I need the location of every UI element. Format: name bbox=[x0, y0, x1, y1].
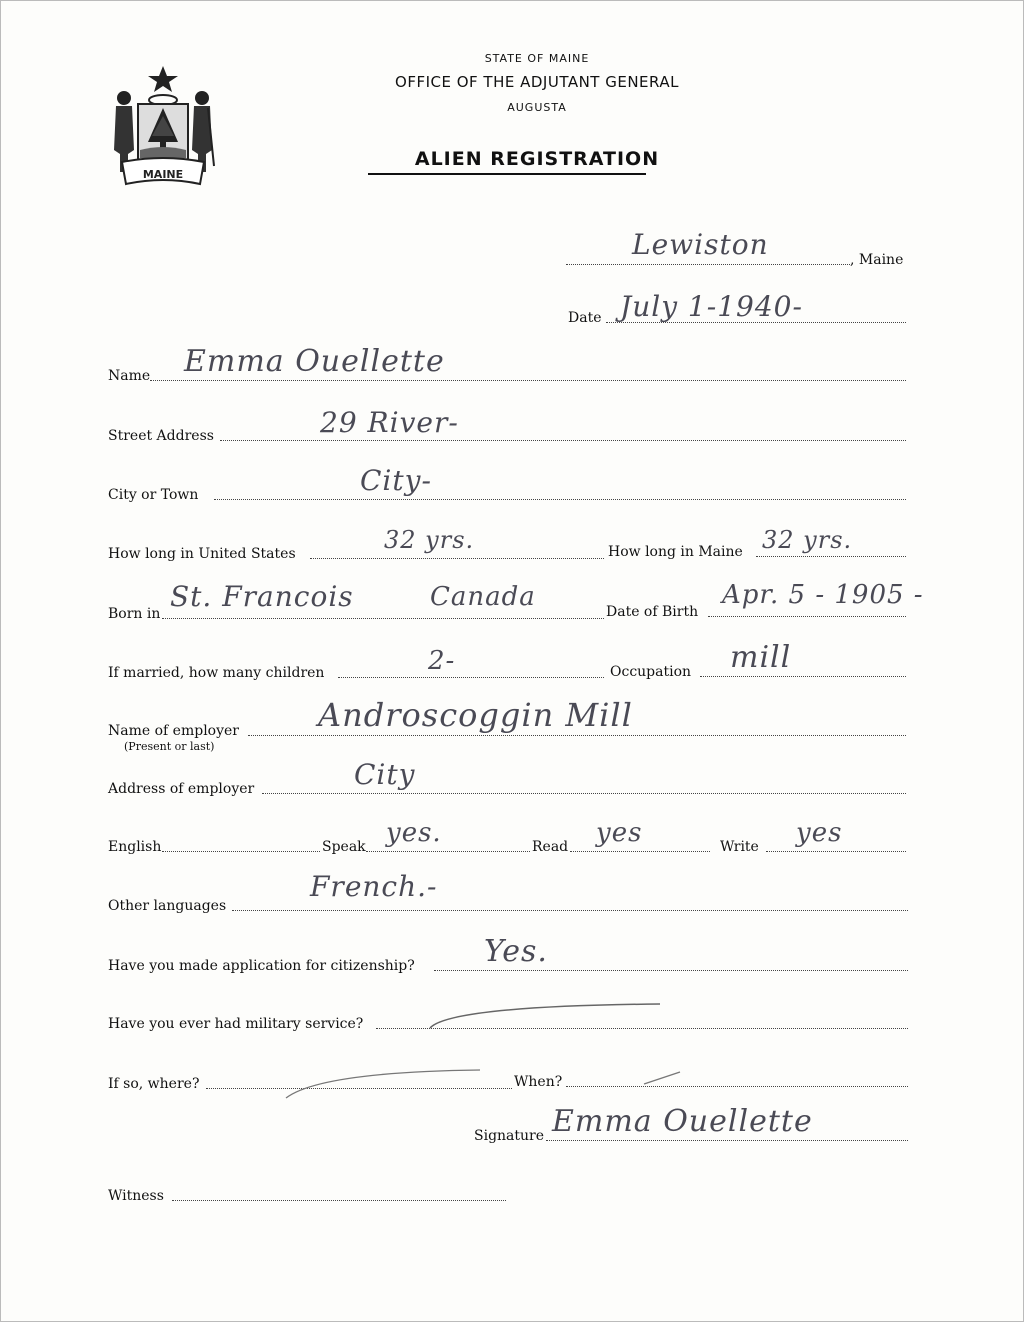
other-languages-label: Other languages bbox=[108, 898, 227, 914]
name-value: Emma Ouellette bbox=[184, 344, 445, 379]
if-so-where-label: If so, where? bbox=[108, 1076, 200, 1092]
city-or-town-value: City- bbox=[360, 464, 432, 497]
employer-note: (Present or last) bbox=[124, 740, 215, 753]
born-in-label: Born in bbox=[108, 606, 161, 622]
witness-line bbox=[172, 1200, 506, 1201]
seal-banner-text: MAINE bbox=[142, 168, 184, 181]
read-label: Read bbox=[532, 839, 569, 855]
how-long-us-value: 32 yrs. bbox=[384, 526, 475, 554]
occupation-value: mill bbox=[730, 640, 792, 675]
employer-address-value: City bbox=[354, 758, 416, 791]
born-in-country-value: Canada bbox=[430, 582, 536, 612]
when-label: When? bbox=[514, 1074, 563, 1090]
how-long-maine-line bbox=[756, 556, 906, 557]
speak-line bbox=[366, 851, 530, 852]
where-when-pen-strokes bbox=[280, 1062, 700, 1102]
children-value: 2- bbox=[428, 646, 456, 676]
name-label: Name bbox=[108, 368, 151, 384]
other-languages-value: French.- bbox=[310, 870, 438, 903]
date-label: Date bbox=[568, 310, 602, 326]
signature-value: Emma Ouellette bbox=[552, 1104, 813, 1139]
write-label: Write bbox=[720, 839, 759, 855]
born-in-line bbox=[162, 618, 604, 619]
witness-label: Witness bbox=[108, 1188, 164, 1204]
employer-value: Androscoggin Mill bbox=[318, 696, 633, 734]
citizenship-label: Have you made application for citizenship? bbox=[108, 958, 415, 974]
military-pen-stroke bbox=[420, 996, 670, 1036]
city-or-town-label: City or Town bbox=[108, 487, 199, 503]
employer-address-label: Address of employer bbox=[108, 781, 255, 797]
english-line bbox=[162, 851, 320, 852]
employer-line bbox=[248, 735, 906, 736]
citizenship-line bbox=[434, 970, 908, 971]
read-line bbox=[570, 851, 710, 852]
employer-address-line bbox=[262, 793, 906, 794]
form-title: ALIEN REGISTRATION bbox=[414, 148, 660, 170]
header-city: AUGUSTA bbox=[507, 101, 567, 114]
write-line bbox=[766, 851, 906, 852]
speak-value: yes. bbox=[386, 818, 442, 848]
write-value: yes bbox=[796, 818, 843, 848]
date-value: July 1-1940- bbox=[620, 290, 803, 323]
signature-label: Signature bbox=[474, 1128, 545, 1144]
street-address-line bbox=[220, 440, 906, 441]
town-value: Lewiston bbox=[632, 228, 769, 261]
read-value: yes bbox=[596, 818, 643, 848]
date-of-birth-value: Apr. 5 - 1905 - bbox=[722, 580, 924, 610]
occupation-label: Occupation bbox=[610, 664, 692, 680]
header-state: STATE OF MAINE bbox=[484, 52, 590, 65]
children-label: If married, how many children bbox=[108, 665, 325, 681]
how-long-us-label: How long in United States bbox=[108, 546, 296, 562]
signature-line bbox=[546, 1140, 908, 1141]
how-long-maine-label: How long in Maine bbox=[608, 544, 743, 560]
citizenship-value: Yes. bbox=[484, 934, 548, 969]
city-or-town-line bbox=[214, 499, 906, 500]
occupation-line bbox=[700, 676, 906, 677]
maine-label: , Maine bbox=[850, 252, 904, 268]
date-of-birth-line bbox=[708, 616, 906, 617]
header-office: OFFICE OF THE ADJUTANT GENERAL bbox=[395, 73, 679, 91]
born-in-place-value: St. Francois bbox=[170, 580, 354, 613]
how-long-maine-value: 32 yrs. bbox=[762, 526, 853, 554]
children-line bbox=[338, 677, 604, 678]
street-address-value: 29 River- bbox=[320, 406, 459, 439]
town-line bbox=[566, 264, 850, 265]
street-address-label: Street Address bbox=[108, 428, 214, 444]
military-label: Have you ever had military service? bbox=[108, 1016, 364, 1032]
title-underline bbox=[368, 173, 646, 175]
other-languages-line bbox=[232, 910, 908, 911]
speak-label: Speak bbox=[322, 839, 366, 855]
employer-label: Name of employer bbox=[108, 723, 239, 739]
date-of-birth-label: Date of Birth bbox=[606, 604, 699, 620]
how-long-us-line bbox=[310, 558, 604, 559]
name-line bbox=[150, 380, 906, 381]
english-label: English bbox=[108, 839, 162, 855]
